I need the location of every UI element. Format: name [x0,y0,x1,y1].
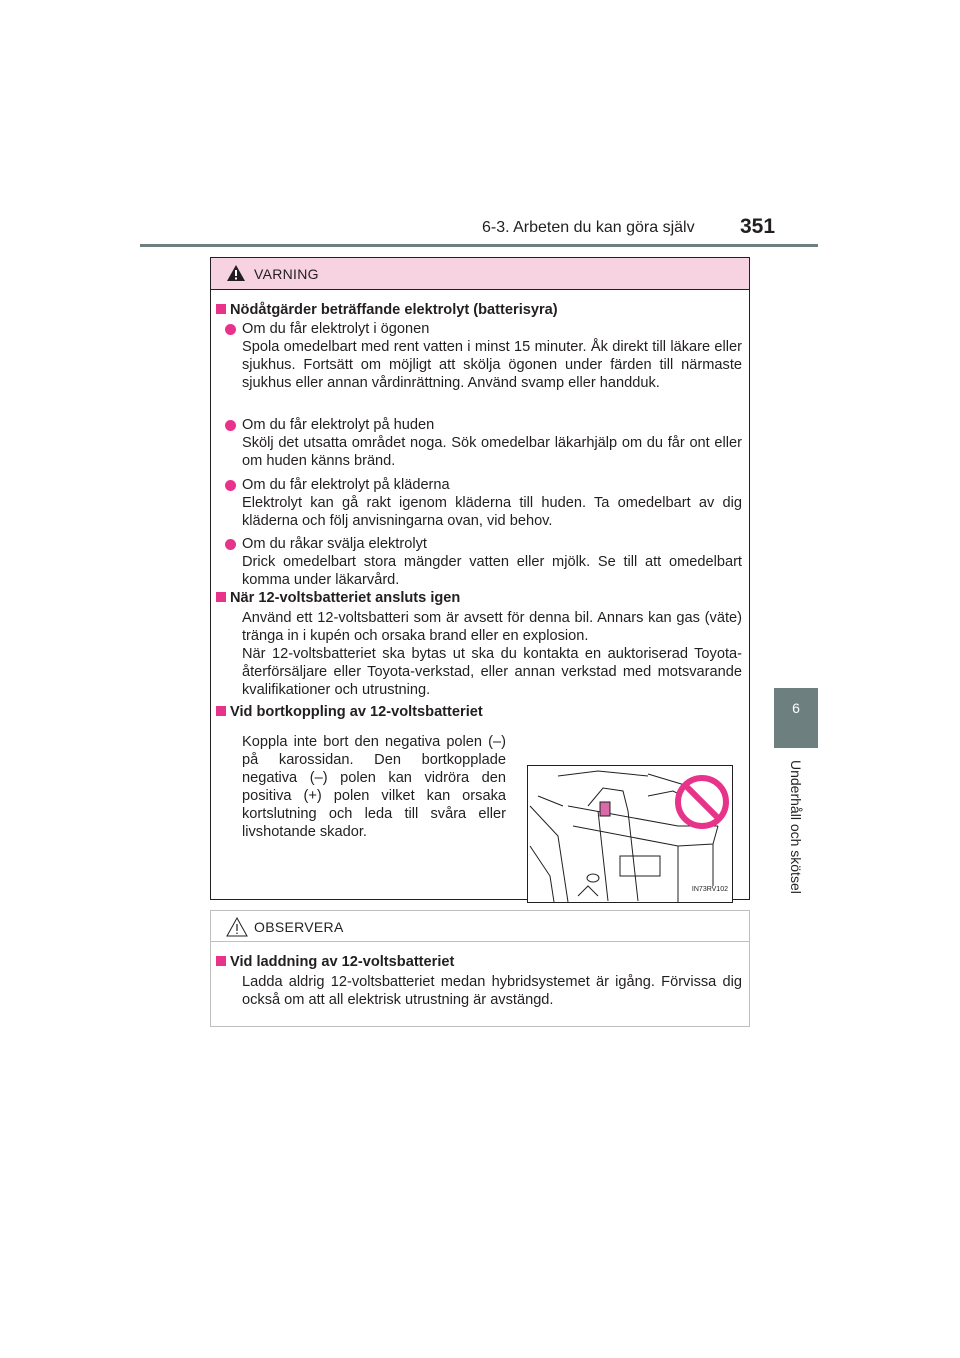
page-number: 351 [740,215,776,238]
bullet-label: Om du får elektrolyt på kläderna [242,477,450,493]
paragraph: Ladda aldrig 12-voltsbatteriet medan hybridsystemet är igång. Förvissa dig också om att all elektrisk utrustning är avstängd. [242,974,742,1008]
square-bullet-icon [216,706,226,716]
chapter-label: Underhåll och skötsel [788,760,804,894]
notice-header [211,911,749,942]
warning-box [210,257,750,900]
warning-header [211,258,749,290]
section-heading: Vid laddning av 12-voltsbatteriet [216,953,454,971]
warning-triangle-icon [226,264,246,282]
bullet-text: Skölj det utsatta området noga. Sök omedelbar läkarhjälp om du får ont eller om huden känns bränd. [242,435,742,469]
figure-code: IN73RV102 [691,886,728,893]
section-heading: Nödåtgärder beträffande elektrolyt (batterisyra) [216,301,558,319]
paragraph: Koppla inte bort den negativa polen (–) på karossidan. Den bortkopplade negativa (–) polen kan vidröra den positiva (+) polen vilket kan orsaka kortslutning och leda till svåra eller livshotande skador. [242,734,506,840]
chapter-number: 6 [792,700,800,716]
header-divider [140,244,818,247]
section-heading: Vid bortkoppling av 12-voltsbatteriet [216,703,483,721]
caution-triangle-icon [226,917,248,937]
bullet-text: Elektrolyt kan gå rakt igenom kläderna till huden. Ta omedelbart av dig kläderna och följ anvisningarna ovan, vid behov. [242,495,742,529]
chapter-label-container [778,760,814,1000]
paragraph: Använd ett 12-voltsbatteri som är avsett för denna bil. Annars kan gas (väte) tränga in i kupén och orsaka brand eller en explosion. [242,610,742,644]
square-bullet-icon [216,956,226,966]
chapter-tab [774,688,818,748]
battery-figure [527,765,733,903]
notice-title: OBSERVERA [254,919,344,935]
round-bullet-icon [225,324,236,335]
square-bullet-icon [216,592,226,602]
bullet-label: Om du råkar svälja elektrolyt [242,536,427,552]
section-title: 6-3. Arbeten du kan göra själv [482,219,695,236]
section-heading: När 12-voltsbatteriet ansluts igen [216,589,460,607]
round-bullet-icon [225,480,236,491]
bullet-text: Drick omedelbart stora mängder vatten eller mjölk. Se till att omedelbart komma under läkarvård. [242,554,742,588]
square-bullet-icon [216,304,226,314]
notice-box [210,910,750,1027]
bullet-text: Spola omedelbart med rent vatten i minst 15 minuter. Åk direkt till läkare eller sjukhus. Fortsätt om möjligt att skölja ögonen under färden till närmaste sjukhus eller annan vårdinrättning. Använd svamp eller handduk. [242,339,742,391]
warning-title: VARNING [254,266,319,282]
round-bullet-icon [225,420,236,431]
paragraph: När 12-voltsbatteriet ska bytas ut ska du kontakta en auktoriserad Toyota-återförsäljare eller Toyota-verkstad, eller annan verkstad med motsvarande kvalifikationer och utrustning. [242,646,742,698]
bullet-label: Om du får elektrolyt i ögonen [242,321,430,337]
bullet-label: Om du får elektrolyt på huden [242,417,435,433]
round-bullet-icon [225,539,236,550]
